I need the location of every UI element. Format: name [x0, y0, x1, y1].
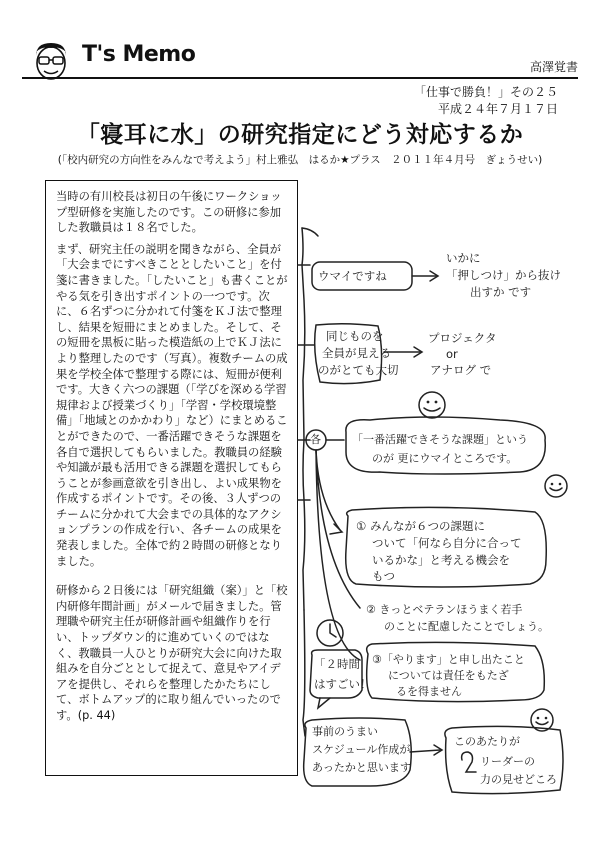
note-oshitsuke-2: 「押しつけ」から抜け [446, 268, 561, 282]
smiley-icon [545, 475, 567, 497]
note-oshitsuke-1: いかに [446, 251, 481, 265]
note-responsibility-3: るを得ません [396, 685, 462, 698]
note-projector-2: or [446, 347, 458, 361]
logo-text: T's Memo [82, 42, 196, 67]
note-oshitsuke-3: 出すか です [470, 285, 532, 299]
leader-figure-icon [462, 752, 476, 772]
note-schedule-3: あったかと思います [312, 761, 411, 774]
issue-date: 平成２４年７月１７日 [437, 102, 558, 116]
author-tag: 高澤覚書 [529, 60, 578, 74]
note-six-tasks-3: いるかな」と考える機会を [372, 553, 510, 567]
note-projector-1: プロジェクタ [428, 331, 497, 345]
note-visible-1: 同じものを [326, 329, 384, 343]
note-veteran-1: ② きっとベテランほうまく若手 [366, 603, 523, 616]
article-paragraph: まず、研究主任の説明を聞きながら、全員が「大会までにすべきこととしたいこと」を付箋に書きました。「したいこと」も書くことがやる気を引き出すポイントの一つです。次に、６名ずつに分かれて付箋をＫＪ法で整理し、結果を短冊にまとめました。そして、その短冊を黒板に貼った模造紙の上でＫＪ法により整理したのです（写真）。複数チームの成果を学校全体で整理する際には、短冊が便利です。大きく六つの課題（「学びを深める学習規律および授業づくり」「学習・学校環境整備」「地域とのかかわり」など）にまとめることができたので、一番活躍できそうな課題を各自で選択してもらいました。教職員の経験や知識が最も活用できる課題を選択してもらうことが参画意欲を引き出し、よい成果物を作成するポイントです。その後、３人ずつのチームに分かれて大会までの具体的なアクションプランの作成を行い、各チームの成果を発表しました。全体で約２時間の研修となりました。 [56, 242, 288, 568]
note-leader-3: 力の見せどころ [480, 773, 557, 786]
article-paragraph: 研修から２日後には「研究組織（案）」と「校内研修年間計画」がメールで届きました。管理職や研究主任が研修計画や組織作りを行い、トップダウン的に進めていくのではなく、教職員一人ひとりが研究大会に向けた取組みを自分ごととして捉えて、意見やアイデアを提供し、それらを整理したかたちにして、ボトムアップ的に取り組んでいったのです。(p. 44) [56, 584, 288, 722]
note-six-tasks-1: ① みんなが６つの課題に [356, 519, 485, 533]
note-six-tasks-2: ついて「何なら自分に合って [372, 536, 522, 550]
series-label: 「仕事で勝負！」その２５ [413, 85, 558, 99]
note-projector-3: アナログ で [430, 363, 492, 377]
note-best-task-2: のが 更にウマイところです。 [372, 452, 518, 465]
page-title: 「寝耳に水」の研究指定にどう対応するか [76, 122, 524, 148]
note-responsibility-2: については責任をもたざ [388, 669, 509, 682]
note-visible-3: のがとても大切 [318, 363, 399, 377]
note-two-hours-1: 「２時間 [314, 657, 360, 671]
note-leader-1: このあたりが [454, 735, 520, 748]
note-responsibility-1: ③「やります」と申し出たこと [372, 653, 525, 666]
hub-label: 各 [310, 433, 321, 446]
source-citation: (「校内研究の方向性をみんなで考えよう」村上雅弘 はるか★プラス ２０１１年４月号 ぎょうせい) [57, 154, 543, 166]
spine-line [302, 228, 305, 500]
note-visible-2: 全員が見える [322, 346, 391, 360]
note-leader-2: リーダーの [480, 755, 535, 768]
note-veteran-2: のことに配慮したことでしょう。 [384, 620, 549, 633]
smiley-icon [419, 392, 445, 418]
note-best-task-1: 「一番活躍できそうな課題」という [352, 433, 528, 446]
note-schedule-1: 事前のうまい [312, 725, 378, 738]
note-six-tasks-4: もつ [372, 569, 395, 583]
note-schedule-2: スケジュール作成が [312, 743, 411, 756]
note-umai: ウマイですね [318, 269, 387, 283]
clock-label [336, 640, 339, 656]
article-paragraph: 当時の有川校長は初日の午後にワークショップ型研修を実施したのです。この研修に参加した教職員は１８名でした。 [56, 190, 282, 235]
note-two-hours-2: はすごい！ [314, 677, 372, 691]
